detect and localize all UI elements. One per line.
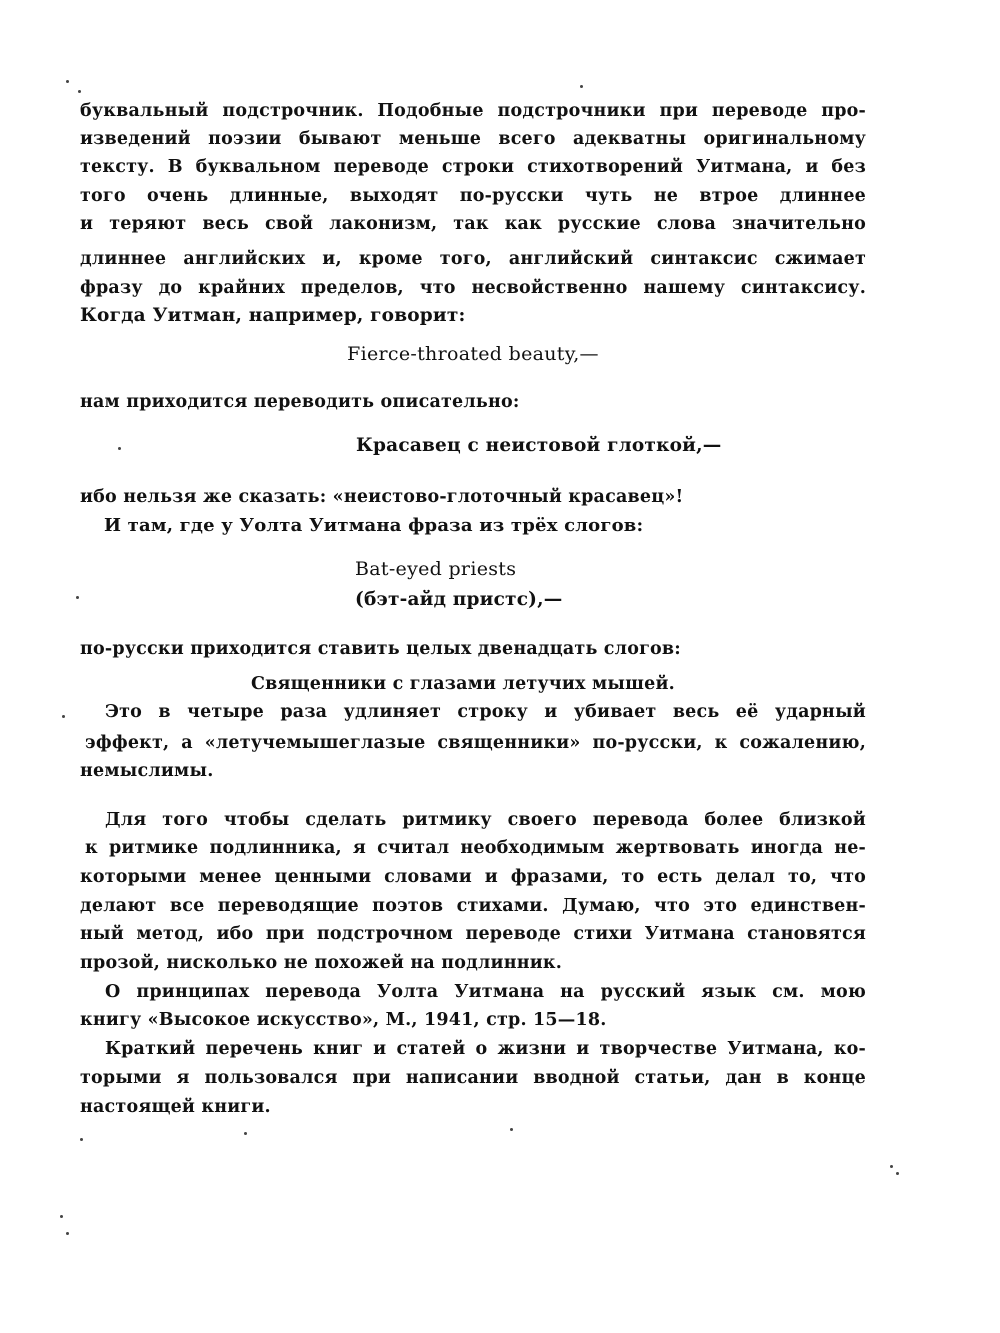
- english-quote: Fierce-throated beauty,—: [347, 343, 599, 365]
- scan-speck: [66, 1232, 69, 1235]
- scan-speck: [244, 1132, 247, 1135]
- scan-speck: [60, 1215, 63, 1218]
- paragraph-line: тексту. В буквальном переводе строки стихотворений Уитмана, и без: [80, 157, 866, 177]
- scan-speck: [78, 90, 81, 93]
- scan-speck: [580, 85, 583, 88]
- scan-speck: [80, 1138, 83, 1141]
- paragraph-line: О принципах перевода Уолта Уитмана на русский язык см. мою: [105, 982, 866, 1002]
- scan-speck: [118, 447, 121, 450]
- paragraph-line: к ритмике подлинника, я считал необходимым жертвовать иногда не-: [85, 838, 866, 858]
- english-quote: Bat-eyed priests: [355, 558, 517, 580]
- scan-speck: [896, 1172, 899, 1175]
- russian-quote: Священники с глазами летучих мышей.: [251, 674, 675, 694]
- paragraph-line: делают все переводящие поэтов стихами. Думаю, что это единствен-: [80, 896, 866, 916]
- paragraph-line: настоящей книги.: [80, 1097, 271, 1117]
- paragraph-line: по-русски приходится ставить целых двенадцать слогов:: [80, 639, 681, 659]
- paragraph-line: Краткий перечень книг и статей о жизни и творчестве Уитмана, ко-: [105, 1039, 866, 1059]
- paragraph-line: Когда Уитман, например, говорит:: [80, 305, 466, 326]
- scan-speck: [890, 1165, 893, 1168]
- paragraph-line: немыслимы.: [80, 761, 214, 781]
- scan-speck: [510, 1128, 513, 1131]
- paragraph-line: Это в четыре раза удлиняет строку и убивает весь её ударный: [105, 702, 866, 722]
- paragraph-line: книгу «Высокое искусство», М., 1941, стр. 15—18.: [80, 1010, 607, 1030]
- paragraph-line: фразу до крайних пределов, что несвойственно нашему синтаксису.: [80, 278, 866, 298]
- paragraph-line: того очень длинные, выходят по-русски чуть не втрое длиннее: [80, 186, 866, 206]
- scan-speck: [66, 80, 69, 83]
- paragraph-line: Для того чтобы сделать ритмику своего перевода более близкой: [105, 810, 866, 830]
- scan-speck: [62, 715, 65, 718]
- paragraph-line: эффект, а «летучемышеглазые священники» по-русски, к сожалению,: [85, 733, 866, 753]
- scan-speck: [76, 596, 79, 599]
- paragraph-line: длиннее английских и, кроме того, английский синтаксис сжимает: [80, 249, 866, 269]
- paragraph-line: изведений поэзии бывают меньше всего адекватны оригинальному: [80, 129, 866, 149]
- transcription: (бэт-айд пристс),—: [355, 589, 563, 610]
- russian-quote: Красавец с неистовой глоткой,—: [356, 435, 722, 456]
- paragraph-line: торыми я пользовался при написании вводной статьи, дан в конце: [80, 1068, 866, 1088]
- paragraph-line: нам приходится переводить описательно:: [80, 392, 520, 412]
- paragraph-line: ный метод, ибо при подстрочном переводе стихи Уитмана становятся: [80, 924, 866, 944]
- paragraph-line: которыми менее ценными словами и фразами, то есть делал то, что: [80, 867, 866, 887]
- paragraph-line: ибо нельзя же сказать: «неистово-глоточный красавец»!: [80, 487, 684, 507]
- paragraph-line: буквальный подстрочник. Подобные подстрочники при переводе про-: [80, 101, 866, 121]
- paragraph-line: и теряют весь свой лаконизм, так как русские слова значительно: [80, 214, 866, 234]
- paragraph-line: прозой, нисколько не похожей на подлинник.: [80, 953, 563, 973]
- paragraph-line: И там, где у Уолта Уитмана фраза из трёх слогов:: [104, 515, 644, 536]
